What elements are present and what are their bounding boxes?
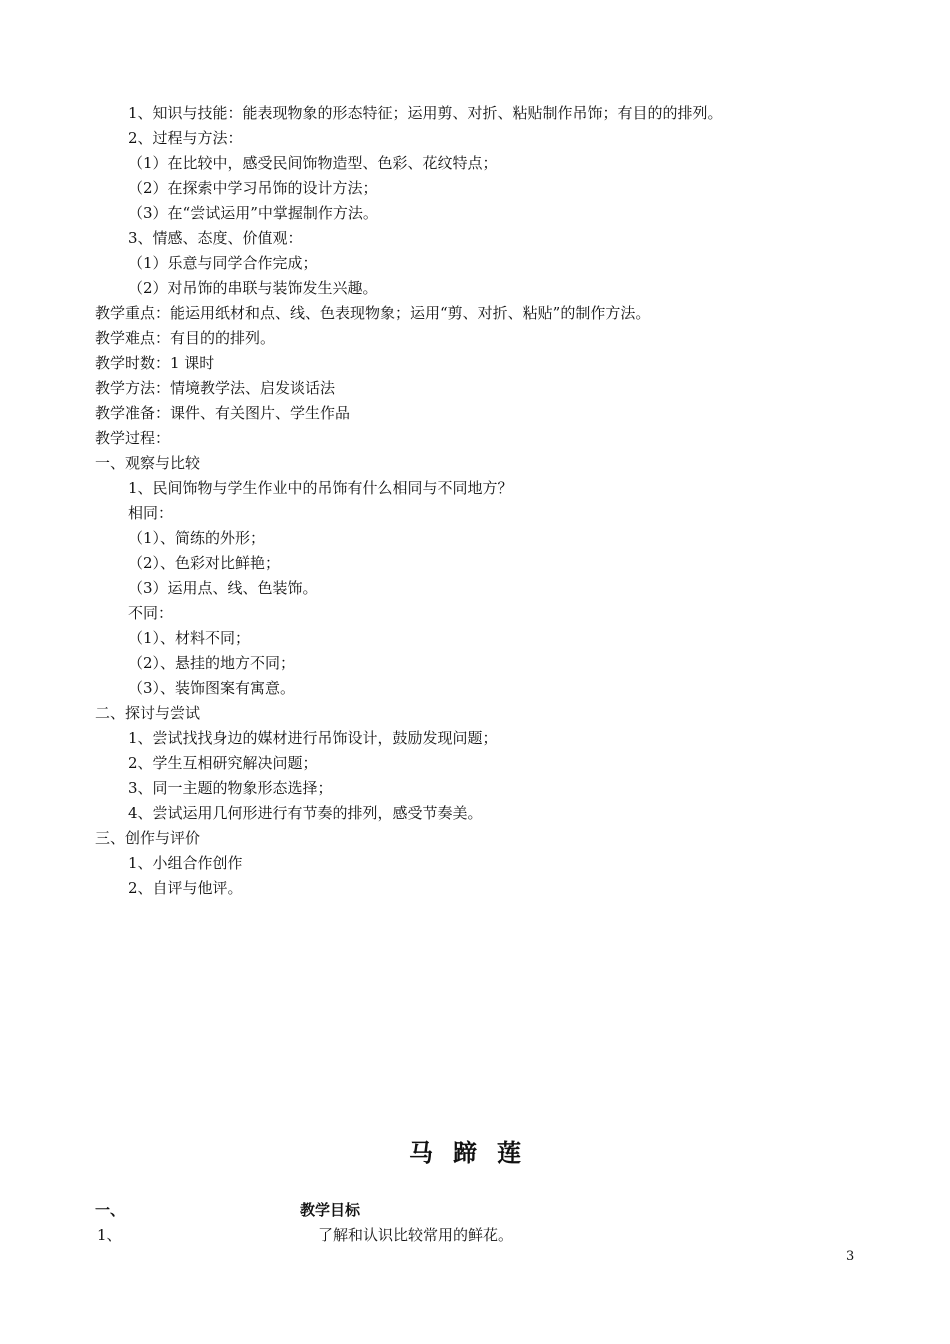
text-line: 三、创作与评价	[95, 829, 201, 847]
text-line: 1、知识与技能：能表现物象的形态特征；运用剪、对折、粘贴制作吊饰；有目的的排列。	[128, 104, 723, 122]
text-line: 教学难点：有目的的排列。	[95, 329, 276, 347]
text-line: 1、民间饰物与学生作业中的吊饰有什么相同与不同地方？	[128, 479, 513, 497]
text-line: 3、同一主题的物象形态选择；	[128, 779, 333, 797]
section-number: 一、	[95, 1201, 126, 1219]
text-line: 教学方法：情境教学法、启发谈话法	[95, 379, 336, 397]
text-line: 不同：	[128, 604, 174, 622]
text-line: （2）、色彩对比鲜艳；	[128, 554, 281, 572]
text-line: （2）在探索中学习吊饰的设计方法；	[128, 179, 378, 197]
page-number: 3	[846, 1249, 855, 1264]
text-line: 3、情感、态度、价值观：	[128, 229, 303, 247]
text-line: （1）、材料不同；	[128, 629, 251, 647]
text-line: 2、学生互相研究解决问题；	[128, 754, 318, 772]
text-line: （1）、简练的外形；	[128, 529, 266, 547]
text-line: （2）对吊饰的串联与装饰发生兴趣。	[128, 279, 378, 297]
text-line: 1、小组合作创作	[128, 854, 243, 872]
text-line: 4、尝试运用几何形进行有节奏的排列，感受节奏美。	[128, 804, 483, 822]
text-line: 教学重点：能运用纸材和点、线、色表现物象；运用“剪、对折、粘贴”的制作方法。	[95, 304, 651, 322]
text-line: 教学时数：1 课时	[95, 354, 215, 372]
lesson-title: 马蹄莲	[409, 1138, 541, 1167]
text-line: 2、自评与他评。	[128, 879, 243, 897]
text-line: 教学过程：	[95, 429, 171, 447]
text-line: 2、过程与方法：	[128, 129, 243, 147]
text-line: （3）在“尝试运用”中掌握制作方法。	[128, 204, 378, 222]
item-text: 了解和认识比较常用的鲜花。	[318, 1226, 514, 1244]
text-line: （3）运用点、线、色装饰。	[128, 579, 318, 597]
text-line: 相同：	[128, 504, 174, 522]
text-line: （2）、悬挂的地方不同；	[128, 654, 296, 672]
text-line: 一、观察与比较	[95, 454, 201, 472]
text-line: （3）、装饰图案有寓意。	[128, 679, 296, 697]
text-line: 二、探讨与尝试	[95, 704, 201, 722]
item-number: 1、	[97, 1226, 122, 1244]
text-line: （1）在比较中，感受民间饰物造型、色彩、花纹特点；	[128, 154, 498, 172]
text-line: （1）乐意与同学合作完成；	[128, 254, 318, 272]
text-line: 教学准备：课件、有关图片、学生作品	[95, 404, 351, 422]
section-heading: 教学目标	[300, 1201, 361, 1219]
text-line: 1、尝试找找身边的媒材进行吊饰设计，鼓励发现问题；	[128, 729, 498, 747]
